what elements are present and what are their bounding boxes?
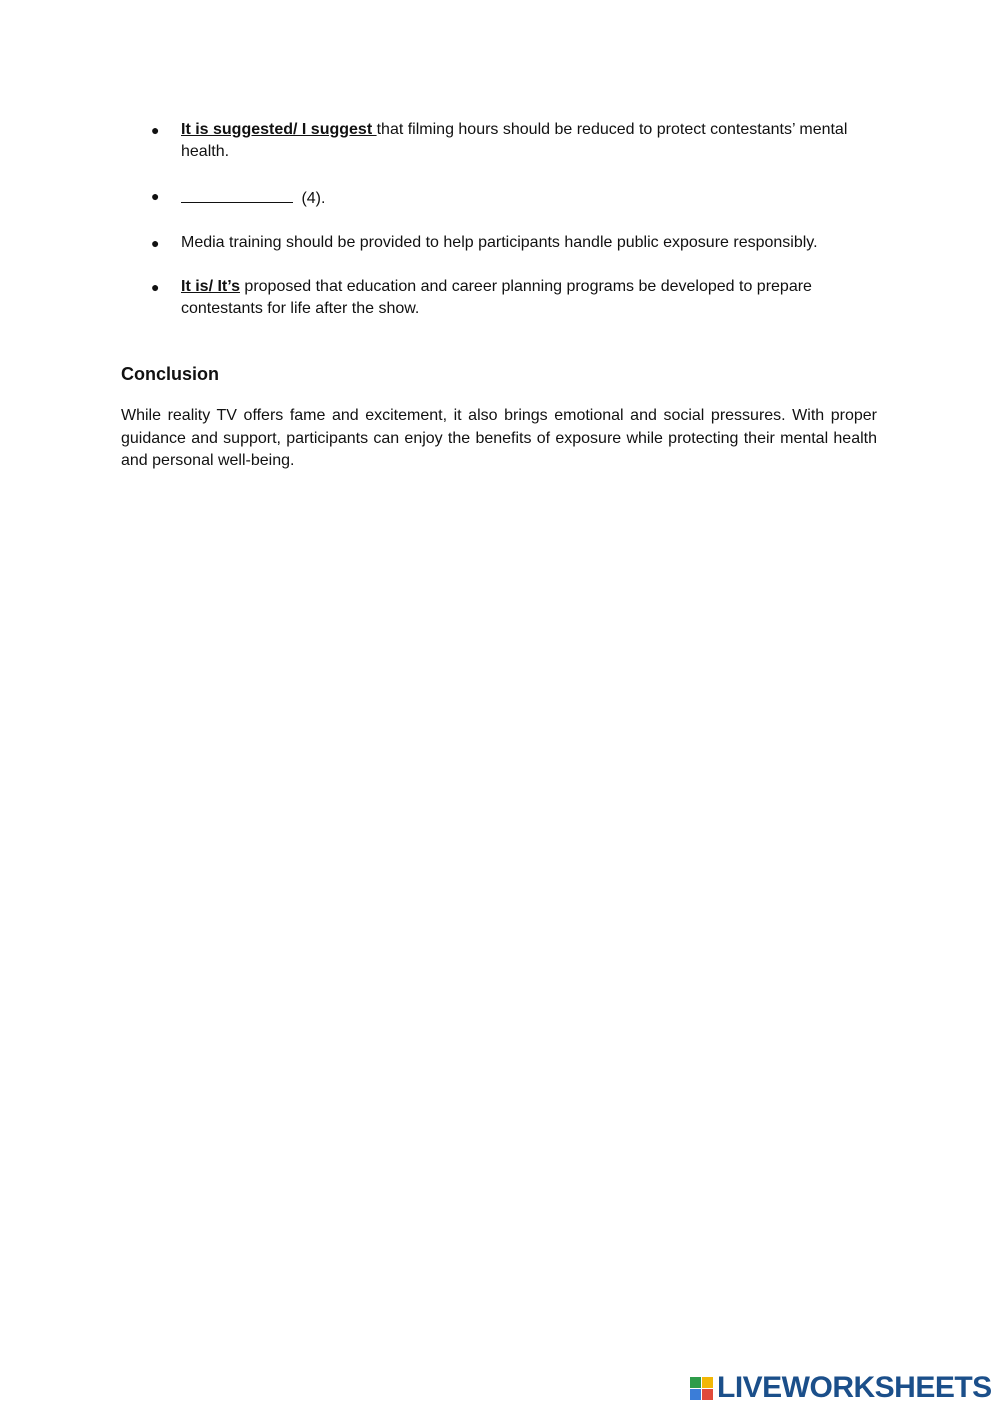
bullet-text: proposed that education and career planning programs be developed to prepare contestants for life after the show. (181, 278, 812, 317)
logo-square-icon (690, 1389, 701, 1400)
fill-in-blank[interactable] (181, 185, 293, 203)
recommendation-list (121, 119, 881, 342)
bullet-text: that filming hours should be reduced to protect contestants’ mental health. (181, 121, 848, 160)
conclusion-heading: Conclusion (121, 364, 219, 384)
list-item (121, 276, 881, 320)
list-item (121, 185, 881, 210)
list-item (121, 232, 881, 254)
conclusion-paragraph: While reality TV offers fame and excitement, it also brings emotional and social pressures. With proper guidance and support, participants can enjoy the benefits of exposure while protecting their mental health and personal well-being. (121, 407, 877, 469)
bullet-lead-phrase: It is/ It’s (181, 278, 240, 295)
list-item (121, 119, 881, 163)
bullet-icon: ● (151, 279, 160, 295)
logo-mark-icon (690, 1377, 713, 1400)
blank-number-label: (4). (297, 190, 326, 207)
bullet-icon: ● (151, 235, 160, 251)
bullet-text: Media training should be provided to help participants handle public exposure responsibly. (181, 234, 818, 251)
logo-square-icon (690, 1377, 701, 1388)
liveworksheets-logo (690, 1371, 992, 1404)
bullet-icon: ● (151, 188, 160, 204)
logo-square-icon (702, 1389, 713, 1400)
logo-wordmark: LIVEWORKSHEETS (717, 1371, 992, 1404)
bullet-icon: ● (151, 122, 160, 138)
bullet-lead-phrase: It is suggested/ I suggest (181, 121, 377, 138)
logo-square-icon (702, 1377, 713, 1388)
